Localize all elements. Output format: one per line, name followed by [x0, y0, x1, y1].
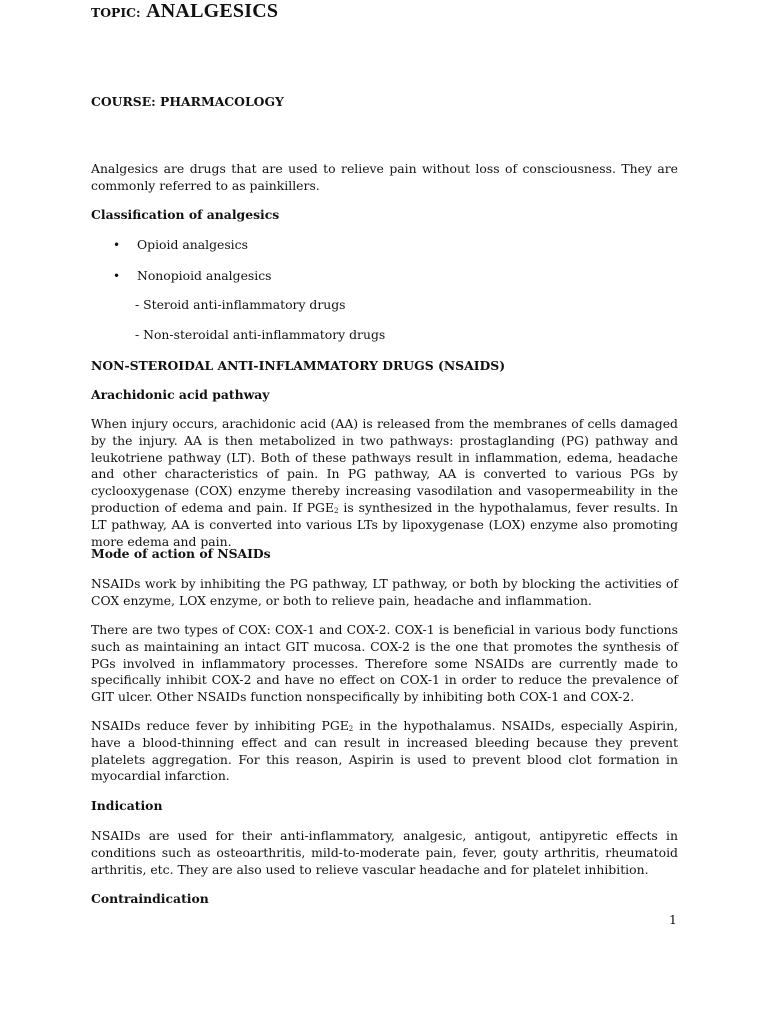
pathway-heading: Arachidonic acid pathway [91, 387, 270, 402]
intro-paragraph: Analgesics are drugs that are used to relieve pain without loss of consciousness. They are commonly referred to as painkillers. [91, 161, 678, 193]
document-page [91, 0, 678, 1024]
mode-paragraph-1: NSAIDs work by inhibiting the PG pathway, LT pathway, or both by blocking the activities of COX enzyme, LOX enzyme, or both to relieve pain, headache and inflammation. [91, 576, 678, 608]
course-heading: COURSE: PHARMACOLOGY [91, 94, 284, 109]
topic-title: ANALGESICS [146, 0, 279, 22]
nsaids-heading: NON-STEROIDAL ANTI-INFLAMMATORY DRUGS (NSAIDS) [91, 358, 506, 373]
indication-heading: Indication [91, 798, 163, 813]
pathway-text-2: is synthesized in the hypothalamus, fever results. In LT pathway, AA is converted into various LTs by lipoxygenase (LOX) enzyme also promoting more edema and pain. [91, 499, 678, 549]
mode-paragraph-3 [91, 718, 678, 785]
pathway-paragraph [91, 416, 678, 550]
list-item [113, 268, 673, 285]
subscript: 2 [348, 725, 354, 733]
bullet-icon: • [113, 269, 121, 283]
subscript: 2 [334, 506, 339, 515]
indication-paragraph: NSAIDs are used for their anti-inflammatory, analgesic, antigout, antipyretic effects in conditions such as osteoarthritis, mild-to-moderate pain, fever, gouty arthritis, rheumatoid arthritis, etc. They are also used to relieve vascular headache and for platelet inhibition. [91, 828, 678, 877]
contraindication-heading: Contraindication [91, 891, 209, 906]
sub-list-item: - Non-steroidal anti-inflammatory drugs [135, 327, 386, 342]
topic-label: TOPIC: [91, 5, 141, 20]
mode-text-3a: NSAIDs reduce fever by inhibiting PGE [91, 718, 349, 733]
sub-list-item: - Steroid anti-inflammatory drugs [135, 297, 346, 312]
list-item-label: Opioid analgesics [137, 237, 248, 252]
topic-heading [91, 0, 678, 23]
mode-text-3b: in the hypothalamus. NSAIDs, especially Aspirin, have a blood-thinning effect and can result in increased bleeding because they prevent platelets aggregation. For this reason, Aspirin is used to prevent blood clot formation in myocardial infarction. [91, 718, 679, 784]
classification-heading: Classification of analgesics [91, 207, 280, 222]
pathway-text-1: When injury occurs, arachidonic acid (AA) is released from the membranes of cells damaged by the injury. AA is then metabolized in two pathways: prostaglanding (PG) pathway and leukotriene pathway (LT). Both of these pathways result in inflammation, edema, headache and other characteristics of pain. In PG pathway, AA is converted to various PGs by cyclooxygenase (COX) enzyme thereby increasing vasodilation and vasopermeability in the production of edema and pain. If PGE [91, 416, 678, 515]
mode-paragraph-2: There are two types of COX: COX-1 and COX-2. COX-1 is beneficial in various body functions such as maintaining an intact GIT mucosa. COX-2 is the one that promotes the synthesis of PGs involved in inflammatory processes. Therefore some NSAIDs are currently made to specifically inhibit COX-2 and have no effect on COX-1 in order to reduce the prevalence of GIT ulcer. Other NSAIDs function nonspecifically by inhibiting both COX-1 and COX-2. [91, 622, 678, 705]
list-item [113, 237, 673, 254]
bullet-icon: • [113, 238, 121, 252]
list-item-label: Nonopioid analgesics [137, 268, 272, 283]
mode-heading: Mode of action of NSAIDs [91, 546, 271, 561]
page-number: 1 [669, 912, 677, 927]
